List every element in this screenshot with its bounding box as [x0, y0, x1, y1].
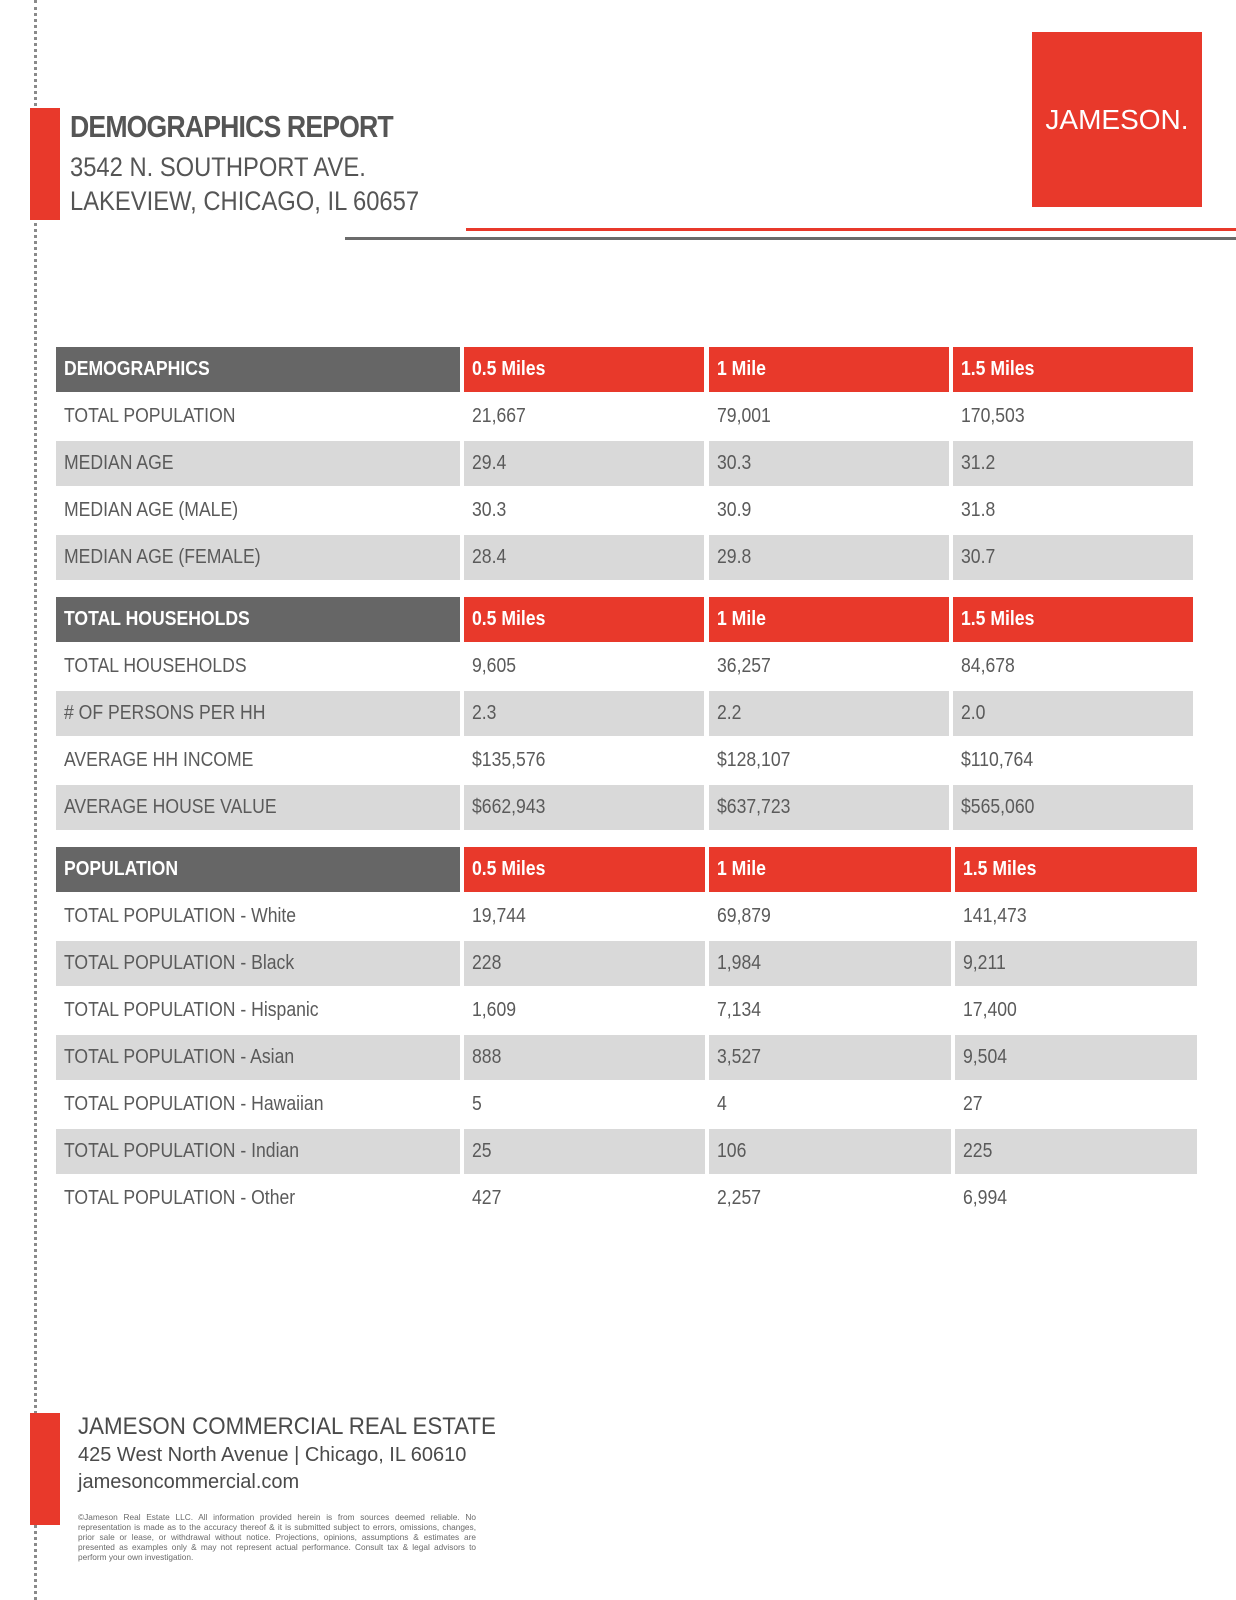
- row-value: 21,667: [472, 405, 526, 427]
- row-value: 5: [472, 1093, 482, 1115]
- row-value: 30.9: [717, 499, 752, 521]
- header-cell: TOTAL HOUSEHOLDS: [56, 597, 460, 642]
- row-value: 30.3: [472, 499, 507, 521]
- row-label: MEDIAN AGE: [56, 441, 460, 486]
- row-value: 7,134: [717, 999, 762, 1021]
- row-value: 30.3: [709, 441, 949, 486]
- row-value: 170,503: [961, 405, 1025, 427]
- header-cell: 0.5 Miles: [464, 847, 705, 892]
- footer-company-name: JAMESON COMMERCIAL REAL ESTATE: [78, 1413, 496, 1440]
- row-value: 25: [464, 1129, 705, 1174]
- row-label: AVERAGE HH INCOME: [64, 749, 254, 771]
- row-value: 3,527: [709, 1035, 951, 1080]
- row-label: # OF PERSONS PER HH: [56, 691, 460, 736]
- row-value: 2,257: [717, 1187, 762, 1209]
- row-value: 29.8: [709, 535, 949, 580]
- row-value: $637,723: [709, 785, 949, 830]
- footer-website-link[interactable]: jamesoncommercial.com: [78, 1471, 300, 1493]
- row-label: AVERAGE HOUSE VALUE: [56, 785, 460, 830]
- header-cell: 1 Mile: [709, 847, 951, 892]
- header-cell: 1.5 Miles: [953, 597, 1193, 642]
- row-value: 6,994: [963, 1187, 1008, 1209]
- header-rule-gray: [345, 237, 1236, 240]
- footer-address: 425 West North Avenue | Chicago, IL 60610: [78, 1444, 467, 1466]
- row-label: TOTAL POPULATION - Indian: [56, 1129, 460, 1174]
- header-cell: 0.5 Miles: [464, 347, 704, 392]
- row-value: 17,400: [963, 999, 1017, 1021]
- row-label: MEDIAN AGE (MALE): [64, 499, 239, 521]
- row-value: 2.2: [709, 691, 949, 736]
- row-value: 9,605: [472, 655, 517, 677]
- row-value: $128,107: [717, 749, 791, 771]
- header-cell: 0.5 Miles: [464, 597, 704, 642]
- row-value: 79,001: [717, 405, 771, 427]
- row-value: 9,504: [955, 1035, 1197, 1080]
- row-label: MEDIAN AGE (FEMALE): [56, 535, 460, 580]
- logo-text: JAMESON.: [1045, 103, 1189, 135]
- row-value: 9,211: [955, 941, 1197, 986]
- row-value: 228: [464, 941, 705, 986]
- header-rule-red: [466, 228, 1236, 231]
- row-label: TOTAL POPULATION: [64, 405, 236, 427]
- row-value: 427: [472, 1187, 502, 1209]
- row-value: 69,879: [717, 905, 771, 927]
- row-value: 31.2: [953, 441, 1193, 486]
- row-label: TOTAL HOUSEHOLDS: [64, 655, 247, 677]
- footer-disclaimer: ©Jameson Real Estate LLC. All information provided herein is from sources deemed reliable. No representation is made as to the accuracy thereof & it is submitted subject to errors, omissions, changes, prior sale or lease, or withdrawal without notice. Projections, opinions, assumptions & estimates are presented as examples only & may not represent actual performance. Consult tax & legal advisors to perform your own investigation.: [78, 1512, 476, 1562]
- row-value: 29.4: [464, 441, 704, 486]
- row-value: 1,984: [709, 941, 951, 986]
- header-cell: 1 Mile: [709, 347, 949, 392]
- row-value: 27: [963, 1093, 983, 1115]
- header-cell: DEMOGRAPHICS: [56, 347, 460, 392]
- dotted-margin-line: [34, 0, 37, 1600]
- row-value: 4: [717, 1093, 727, 1115]
- row-label: TOTAL POPULATION - Hawaiian: [64, 1093, 324, 1115]
- header-cell: 1 Mile: [709, 597, 949, 642]
- row-value: $135,576: [472, 749, 546, 771]
- header-cell: POPULATION: [56, 847, 460, 892]
- row-value: $662,943: [464, 785, 704, 830]
- row-label: TOTAL POPULATION - Black: [56, 941, 460, 986]
- jameson-logo: [1032, 32, 1202, 207]
- row-value: 141,473: [963, 905, 1027, 927]
- row-value: 1,609: [472, 999, 517, 1021]
- page-title: DEMOGRAPHICS REPORT: [70, 109, 393, 144]
- row-label: TOTAL POPULATION - Other: [64, 1187, 296, 1209]
- header-cell: 1.5 Miles: [953, 347, 1193, 392]
- row-value: 106: [709, 1129, 951, 1174]
- row-value: 2.3: [464, 691, 704, 736]
- row-value: 888: [464, 1035, 705, 1080]
- row-value: 28.4: [464, 535, 704, 580]
- row-value: $110,764: [961, 749, 1034, 771]
- row-value: 19,744: [472, 905, 526, 927]
- address-line-2: LAKEVIEW, CHICAGO, IL 60657: [70, 186, 420, 216]
- row-value: 2.0: [953, 691, 1193, 736]
- header-cell: 1.5 Miles: [955, 847, 1197, 892]
- row-label: TOTAL POPULATION - Hispanic: [64, 999, 319, 1021]
- row-value: 84,678: [961, 655, 1015, 677]
- row-label: TOTAL POPULATION - Asian: [56, 1035, 460, 1080]
- header-red-marker: [30, 108, 60, 220]
- footer-red-marker: [30, 1413, 60, 1525]
- row-value: $565,060: [953, 785, 1193, 830]
- row-label: TOTAL POPULATION - White: [64, 905, 297, 927]
- row-value: 225: [955, 1129, 1197, 1174]
- row-value: 36,257: [717, 655, 771, 677]
- row-value: 31.8: [961, 499, 996, 521]
- row-value: 30.7: [953, 535, 1193, 580]
- address-line-1: 3542 N. SOUTHPORT AVE.: [70, 152, 366, 182]
